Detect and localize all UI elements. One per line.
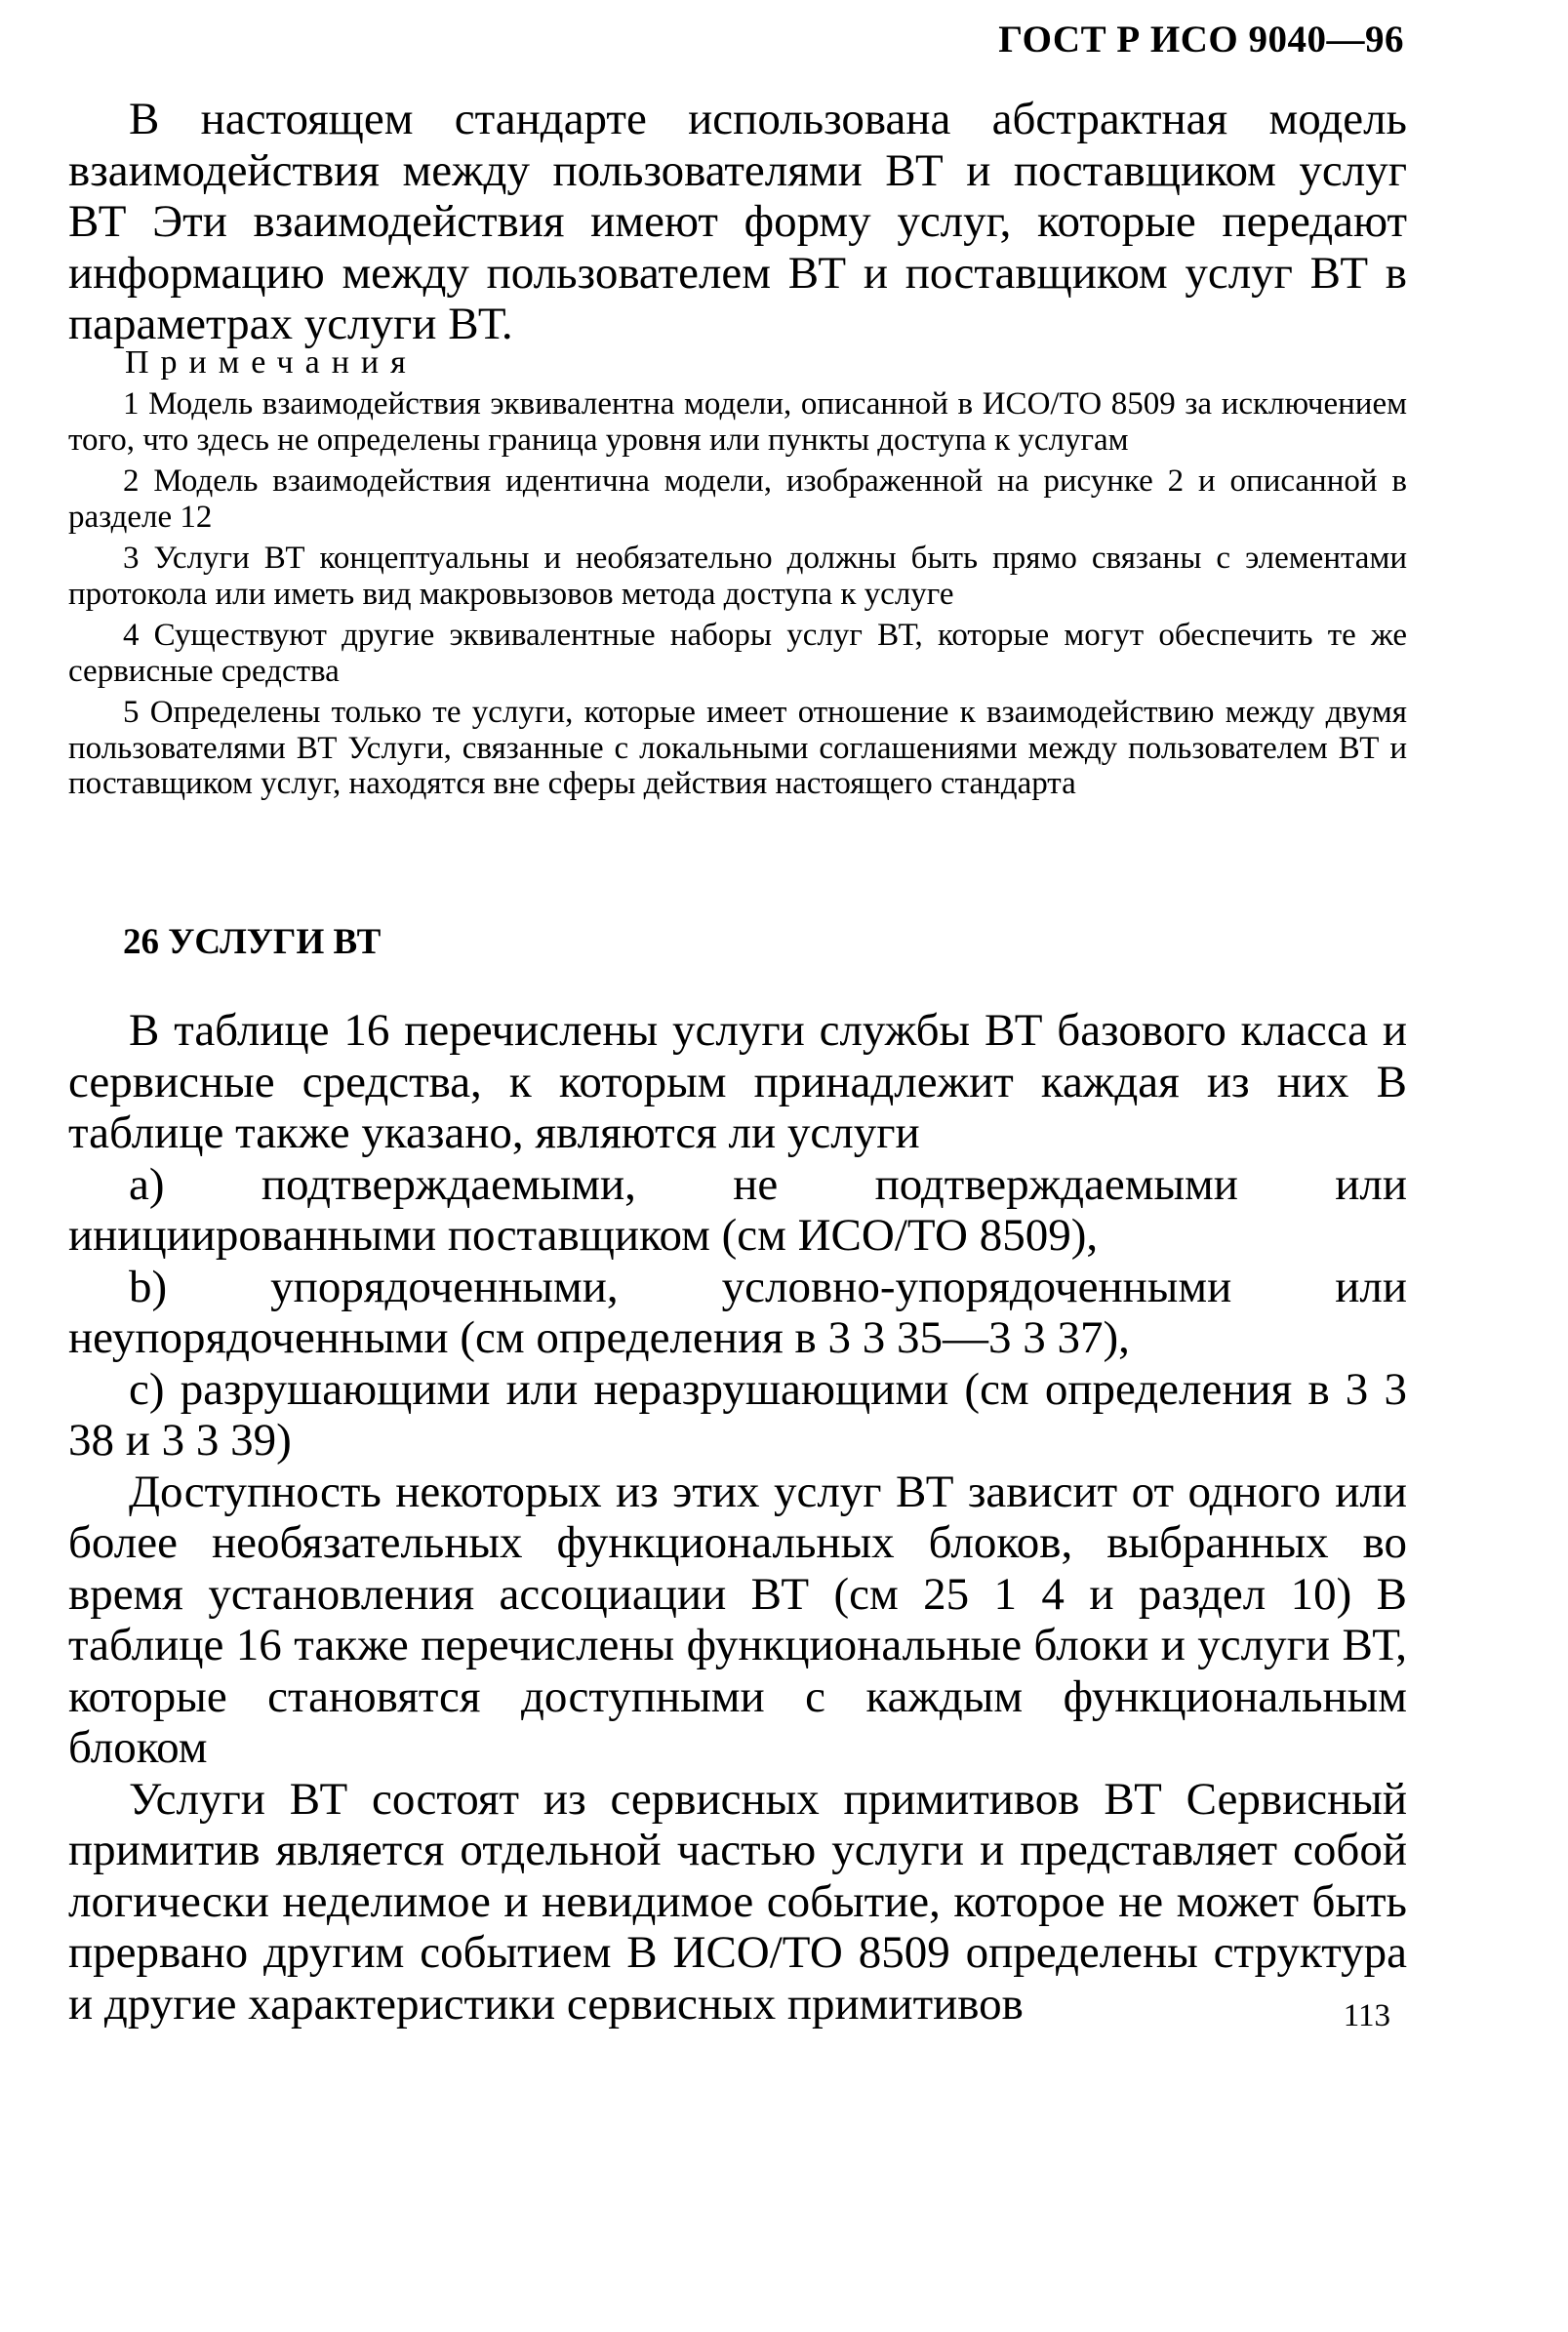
notes-title: Примечания [125, 344, 418, 381]
document-code-header: ГОСТ Р ИСО 9040—96 [998, 19, 1404, 60]
section-paragraph-availability: Доступность некоторых из этих услуг ВТ зависит от одного или более необязательных функциональных блоков, выбранных во время установления ассоциации ВТ (см 25 1 4 и раздел 10) В таблице 16 также перечислены функциональные блоки и услуги ВТ, которые становятся доступными с каждым функциональным блоком [68, 1466, 1407, 1773]
intro-paragraph: В настоящем стандарте использована абстрактная модель взаимодействия между пользователями ВТ и поставщиком услуг ВТ Эти взаимодействия имеют форму услуг, которые передают информацию между пользователем ВТ и поставщиком услуг ВТ в параметрах услуги ВТ. [68, 94, 1407, 349]
list-item-b: b) упорядоченными, условно-упорядоченными или неупорядоченными (см определения в 3 3 35—3 3 37), [68, 1261, 1407, 1363]
section-heading: 26 УСЛУГИ ВТ [123, 922, 382, 962]
note-item-3: 3 Услуги ВТ концептуальны и необязательно должны быть прямо связаны с элементами протокола или иметь вид макровызовов метода доступа к услуге [68, 541, 1407, 612]
section-paragraph-1: В таблице 16 перечислены услуги службы ВТ базового класса и сервисные средства, к которым принадлежит каждая из них В таблице также указано, являются ли услуги [68, 1005, 1407, 1158]
section-heading-block [68, 921, 1407, 964]
note-item-5: 5 Определены только те услуги, которые имеет отношение к взаимодействию между двумя пользователями ВТ Услуги, связанные с локальными соглашениями между пользователем ВТ и поставщиком услуг, находятся вне сферы действия настоящего стандарта [68, 695, 1407, 801]
note-item-2: 2 Модель взаимодействия идентична модели, изображенной на рисунке 2 и описанной в разделе 12 [68, 463, 1407, 535]
list-item-a: a) подтверждаемыми, не подтверждаемыми или инициированными поставщиком (см ИСО/ТО 8509), [68, 1158, 1407, 1261]
note-item-4: 4 Существуют другие эквивалентные наборы услуг ВТ, которые могут обеспечить те же сервисные средства [68, 618, 1407, 689]
note-item-1: 1 Модель взаимодействия эквивалентна модели, описанной в ИСО/ТО 8509 за исключением того, что здесь не определены граница уровня или пункты доступа к услугам [68, 386, 1407, 458]
notes-block [68, 343, 1407, 808]
page-number: 113 [1343, 1998, 1390, 2033]
section-body [68, 1005, 1407, 2030]
section-paragraph-primitives: Услуги ВТ состоят из сервисных примитивов ВТ Сервисный примитив является отдельной частью услуги и представляет собой логически неделимое и невидимое событие, которое не может быть прервано другим событием В ИСО/ТО 8509 определены структура и другие характеристики сервисных примитивов [68, 1773, 1407, 2030]
intro-block [68, 94, 1407, 350]
list-item-c: c) разрушающими или неразрушающими (см определения в 3 3 38 и 3 3 39) [68, 1363, 1407, 1466]
